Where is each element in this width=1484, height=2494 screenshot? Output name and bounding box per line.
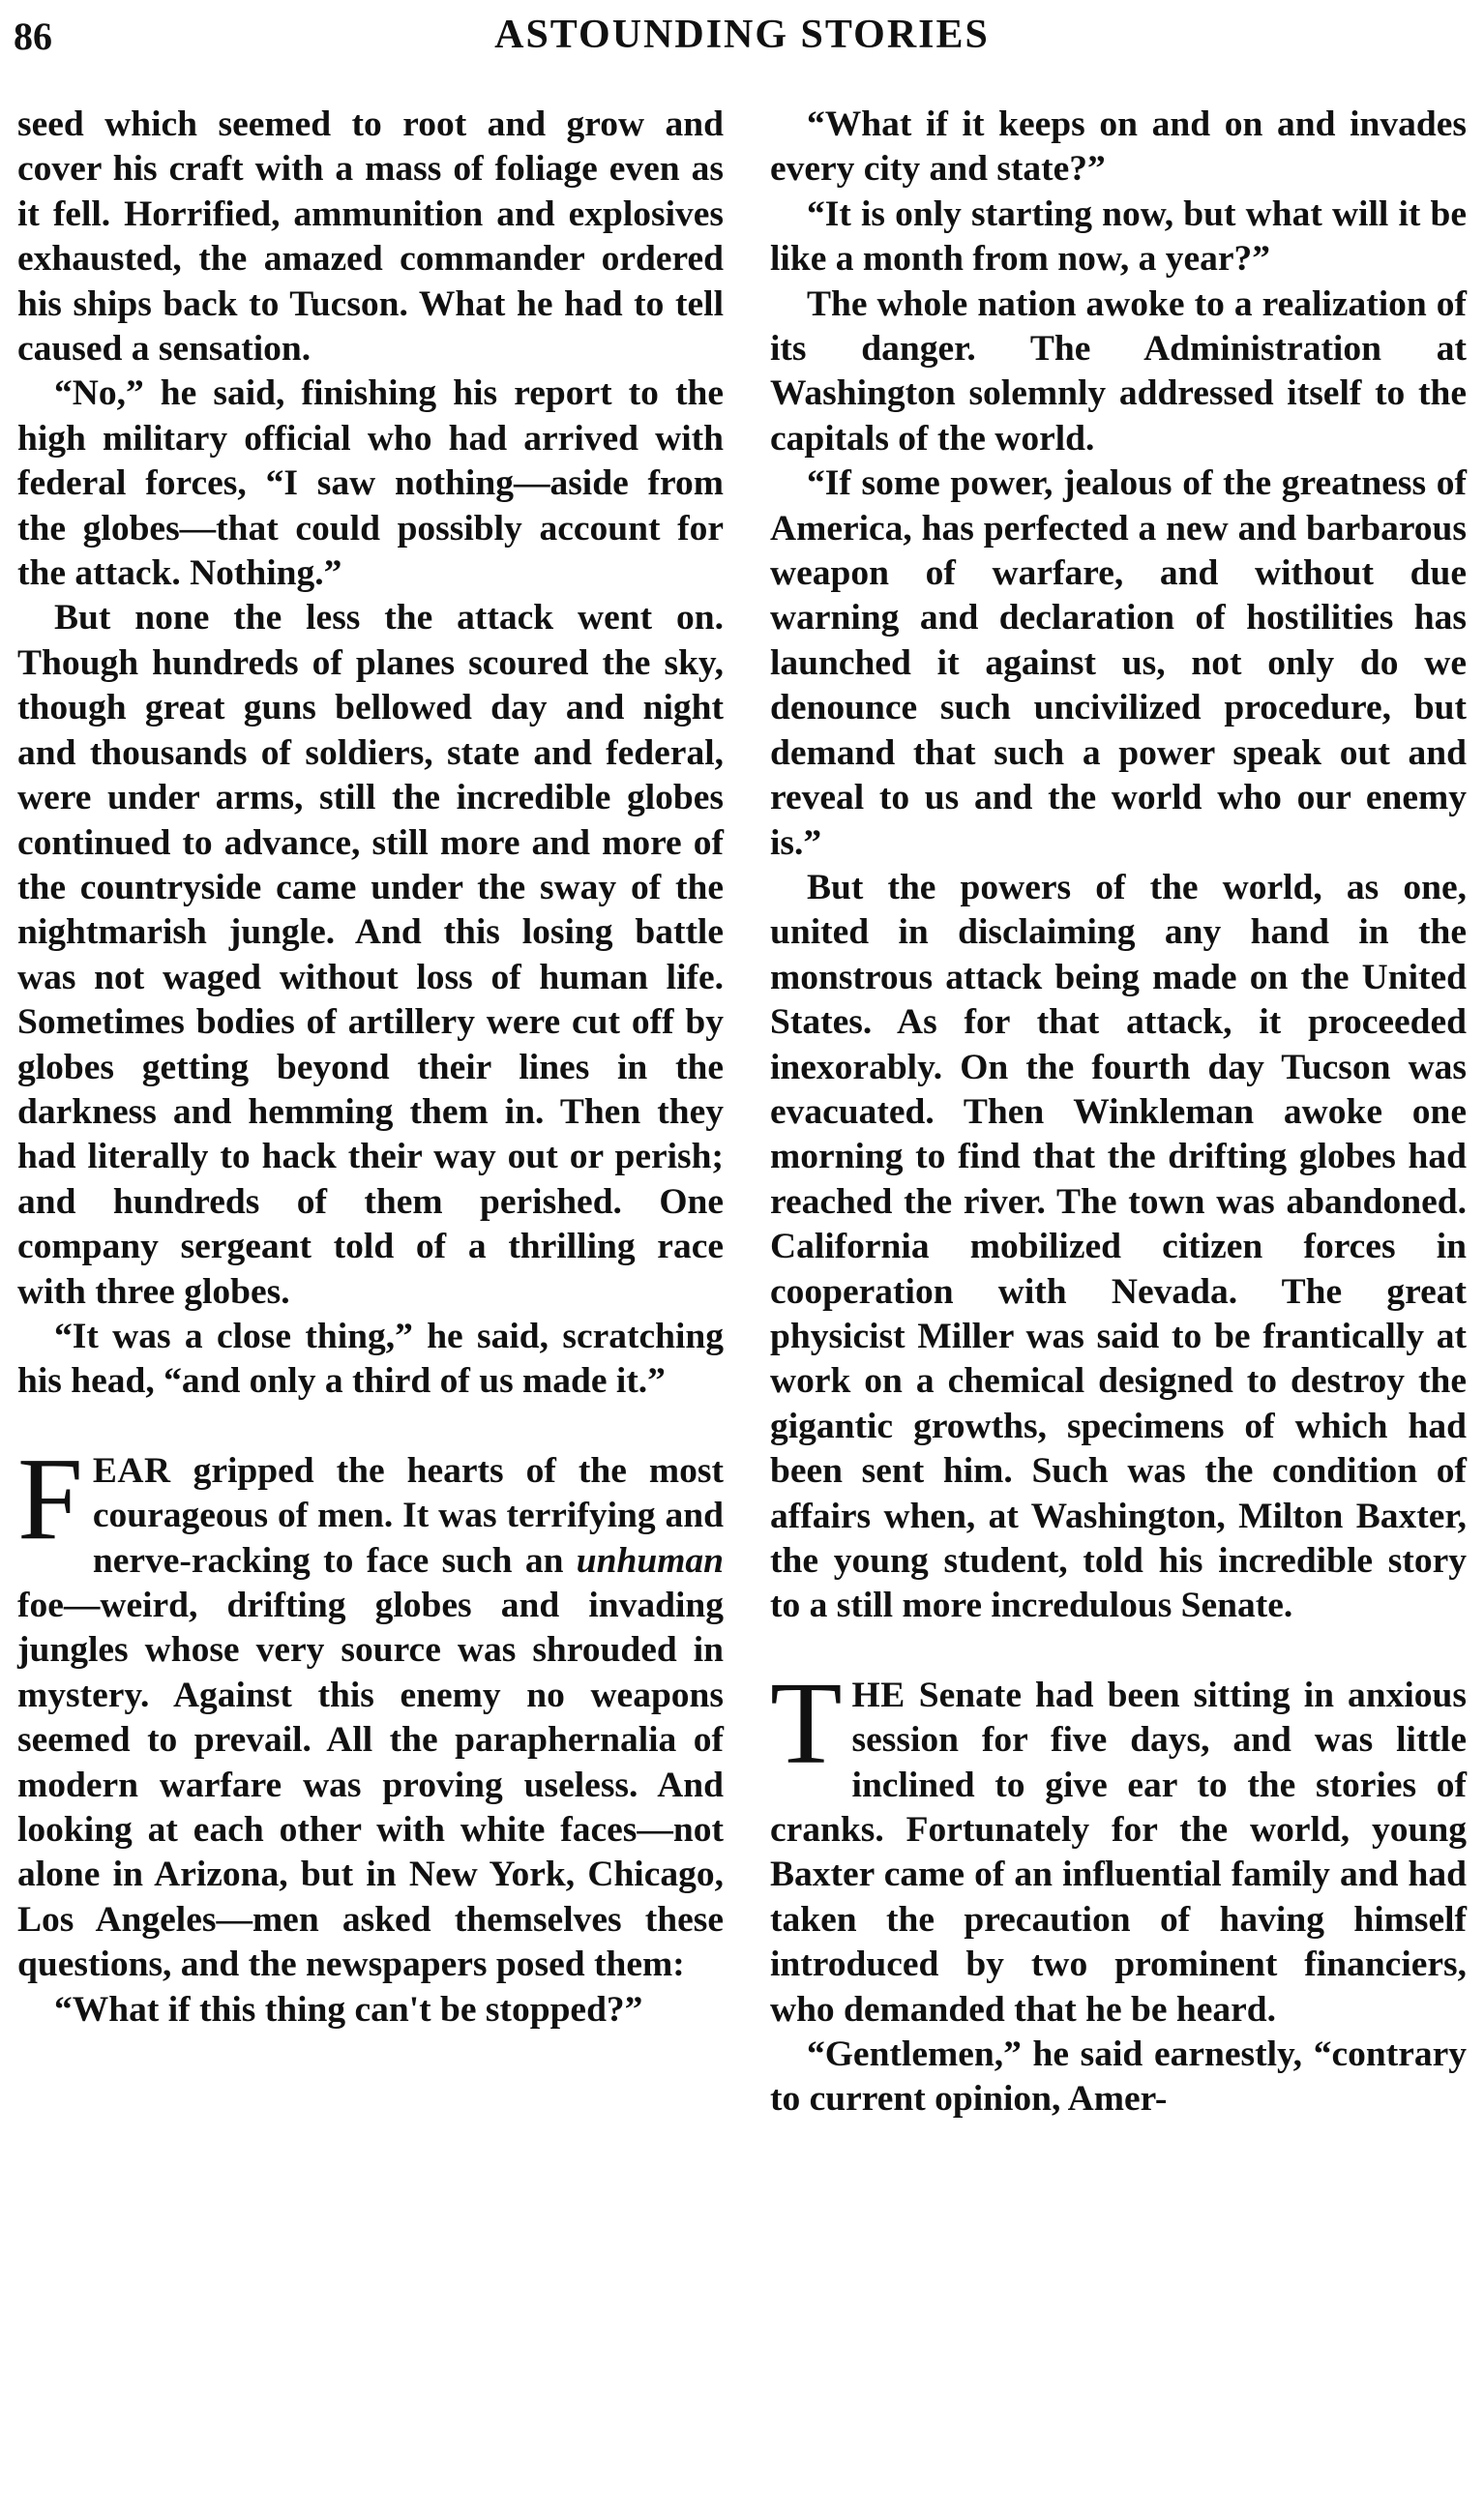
paragraph: “What if it keeps on and on and invades every city and state?” [770,104,1467,190]
section-break [17,1405,724,1449]
page-header [0,8,1484,66]
paragraph: But the powers of the world, as one, united in disclaiming any hand in the monstrous attack being made on the United States. As for that attack, it proceeded inexorably. On the fourth day Tucson was evacuated. Then Winkleman awoke one morning to find that the drifting globes had reached the river. The town was abandoned. California mobilized citizen forces in cooperation with Nevada. The great physicist Miller was said to be frantically at work on a chemical designed to destroy the gigantic growths, specimens of which had been sent him. Such was the condition of affairs when, at Washington, Milton Baxter, the young student, told his incredible story to a still more incredulous Senate. [770,867,1467,1626]
emphasis-text: unhuman [576,1540,724,1581]
section-opening-paragraph [17,1433,724,1988]
paragraph: “It was a close thing,” he said, scratching his head, “and only a third of us made it.” [17,1316,724,1402]
left-column [17,103,724,2033]
paragraph: “What if this thing can't be stopped?” [54,1989,643,2030]
paragraph: “It is only starting now, but what will it be like a month from now, a year?” [770,193,1467,280]
page-number: 86 [14,15,52,58]
drop-cap: T [770,1657,843,1789]
section-opening-paragraph [770,1657,1467,2033]
paragraph: “Gentlemen,” he said earnestly, “contrary to current opinion, Amer- [770,2034,1467,2120]
paragraph-text: foe—weird, drifting globes and invading jungles whose very source was shrouded in mystery. Against this enemy no weapons seemed to prevail. All the paraphernalia of modern warfare was proving useless. And looking at each other with white faces—not alone in Arizona, but in New York, Chicago, Los Angeles—men asked themselves these questions, and the newspapers posed them: [17,1586,724,1985]
right-column [770,103,1467,2123]
lead-in-caps: EAR [92,1450,171,1491]
drop-cap: F [17,1433,83,1564]
paragraph: The whole nation awoke to a realization of its danger. The Administration at Washington solemnly addressed itself to the capitals of the world. [770,283,1467,459]
paragraph-text: Senate had been sitting in anxious session for five days, and was little inclined to give ear to the stories of cranks. Fortunately for the world, young Baxter came of an influential family and had taken the precaution of having himself introduced by two prominent financiers, who demanded that he be heard. [770,1675,1467,2030]
paragraph-text: gripped the hearts of the most courageous of men. It was terrifying and nerve-racking to face such an [92,1450,724,1581]
paragraph: seed which seemed to root and grow and cover his craft with a mass of foliage even as it fell. Horrified, ammunition and explosives exhausted, the amazed commander ordered his ships back to Tucson. What he had to tell caused a sensation. [17,104,724,370]
lead-in-caps: HE [851,1675,905,1715]
paragraph: “No,” he said, finishing his report to the high military official who had arrived with federal forces, “I saw nothing—aside from the globes—that could possibly account for the attack. Nothing.” [17,373,724,594]
paragraph: “If some power, jealous of the greatness of America, has perfected a new and barbarous weapon of warfare, and without due warning and declaration of hostilities has launched it against us, not only do we denounce such uncivilized procedure, but demand that such a power speak out and reveal to us and the world who our enemy is.” [770,463,1467,863]
section-break [770,1629,1467,1674]
magazine-title: ASTOUNDING STORIES [494,13,990,57]
paragraph: But none the less the attack went on. Though hundreds of planes scoured the sky, though great guns bellowed day and night and thousands of soldiers, state and federal, were under arms, still the incredible globes continued to advance, still more and more of the countryside came under the sway of the nightmarish jungle. And this losing battle was not waged without loss of human life. Sometimes bodies of artillery were cut off by globes getting beyond their lines in the darkness and hemming them in. Then they had literally to hack their way out or perish; and hundreds of them perished. One company sergeant told of a thrilling race with three globes. [17,598,724,1312]
